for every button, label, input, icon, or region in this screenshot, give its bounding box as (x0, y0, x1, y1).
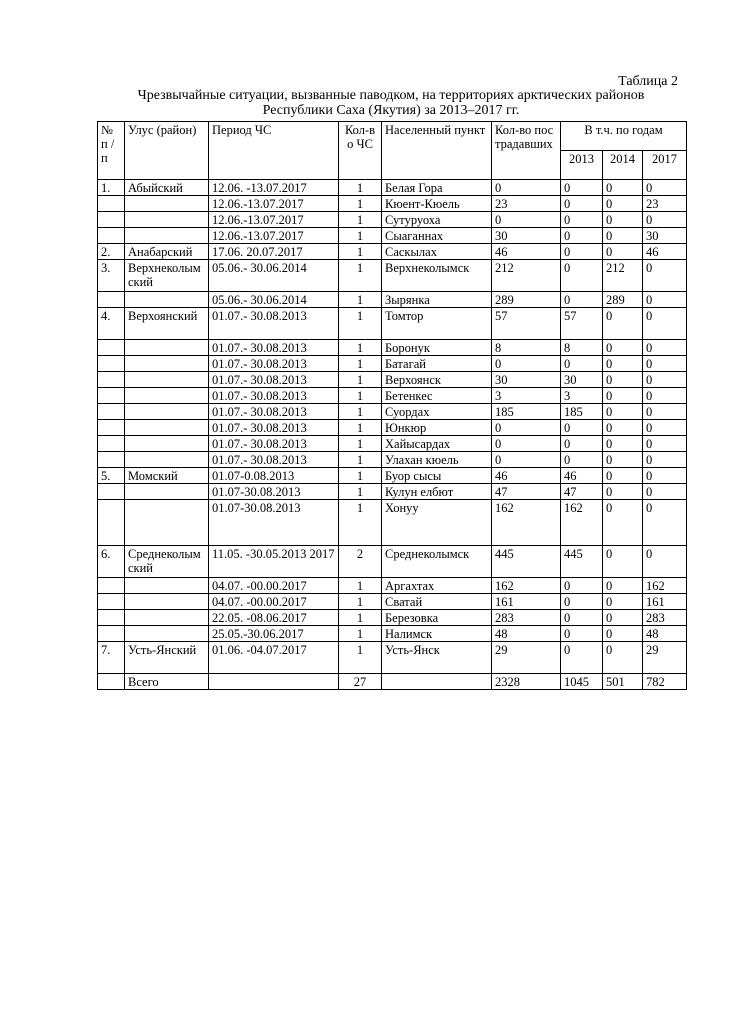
affected-cell: 30 (492, 228, 561, 244)
y2017-cell: 0 (643, 372, 687, 388)
num-cell (98, 484, 125, 500)
y2017-cell: 0 (643, 468, 687, 484)
count-cell: 1 (339, 436, 382, 452)
settlement-cell: Кулун елбют (382, 484, 492, 500)
y2014-cell: 0 (603, 420, 643, 436)
total-2013: 1045 (561, 674, 603, 690)
period-cell: 01.07.- 30.08.2013 (209, 404, 339, 420)
y2013-cell: 30 (561, 372, 603, 388)
period-cell: 01.07-30.08.2013 (209, 484, 339, 500)
y2014-cell: 0 (603, 436, 643, 452)
y2017-cell: 161 (643, 594, 687, 610)
period-cell: 01.07.- 30.08.2013 (209, 372, 339, 388)
y2013-cell: 0 (561, 180, 603, 196)
y2017-cell: 0 (643, 404, 687, 420)
ulus-cell: Усть-Янский (125, 642, 209, 674)
settlement-cell: Среднеколымск (382, 546, 492, 578)
settlement-cell: Томтор (382, 308, 492, 340)
y2013-cell: 0 (561, 228, 603, 244)
y2013-cell: 0 (561, 212, 603, 228)
affected-cell: 0 (492, 356, 561, 372)
table-row (98, 500, 687, 546)
num-cell (98, 340, 125, 356)
ulus-cell (125, 212, 209, 228)
table-row (98, 356, 687, 372)
y2014-cell: 0 (603, 228, 643, 244)
settlement-cell: Юнкюр (382, 420, 492, 436)
period-cell: 04.07. -00.00.2017 (209, 594, 339, 610)
num-cell: 3. (98, 260, 125, 292)
y2013-cell: 8 (561, 340, 603, 356)
y2014-cell: 289 (603, 292, 643, 308)
y2017-cell: 0 (643, 292, 687, 308)
num-cell (98, 610, 125, 626)
y2014-cell: 0 (603, 546, 643, 578)
period-cell: 01.07.- 30.08.2013 (209, 452, 339, 468)
period-cell: 01.07-30.08.2013 (209, 500, 339, 546)
y2017-cell: 0 (643, 260, 687, 292)
num-cell (98, 356, 125, 372)
table-row (98, 546, 687, 578)
y2013-cell: 46 (561, 468, 603, 484)
y2013-cell: 0 (561, 578, 603, 594)
table-row (98, 292, 687, 308)
affected-cell: 185 (492, 404, 561, 420)
count-cell: 1 (339, 452, 382, 468)
table-row (98, 228, 687, 244)
count-cell: 1 (339, 468, 382, 484)
ulus-cell (125, 610, 209, 626)
affected-cell: 162 (492, 500, 561, 546)
period-cell: 01.07.- 30.08.2013 (209, 356, 339, 372)
ulus-cell: Верхнеколымский (125, 260, 209, 292)
y2017-cell: 0 (643, 500, 687, 546)
settlement-cell: Хонуу (382, 500, 492, 546)
header-by-years: В т.ч. по годам (561, 122, 687, 151)
y2014-cell: 0 (603, 340, 643, 356)
ulus-cell (125, 626, 209, 642)
table-row (98, 626, 687, 642)
y2017-cell: 30 (643, 228, 687, 244)
num-cell: 1. (98, 180, 125, 196)
period-cell: 11.05. -30.05.2013 2017 (209, 546, 339, 578)
affected-cell: 30 (492, 372, 561, 388)
y2014-cell: 0 (603, 356, 643, 372)
ulus-cell (125, 484, 209, 500)
count-cell: 1 (339, 578, 382, 594)
ulus-cell: Момский (125, 468, 209, 484)
y2013-cell: 162 (561, 500, 603, 546)
table-row (98, 180, 687, 196)
period-cell: 17.06. 20.07.2017 (209, 244, 339, 260)
table-row (98, 372, 687, 388)
y2017-cell: 0 (643, 546, 687, 578)
table-row (98, 388, 687, 404)
header-ulus: Улус (район) (125, 122, 209, 180)
settlement-cell: Хайысардах (382, 436, 492, 452)
num-cell: 5. (98, 468, 125, 484)
table-row (98, 404, 687, 420)
num-cell (98, 594, 125, 610)
affected-cell: 0 (492, 436, 561, 452)
ulus-cell (125, 500, 209, 546)
y2013-cell: 3 (561, 388, 603, 404)
table-row (98, 436, 687, 452)
affected-cell: 212 (492, 260, 561, 292)
y2013-cell: 0 (561, 626, 603, 642)
settlement-cell: Саскылах (382, 244, 492, 260)
count-cell: 1 (339, 340, 382, 356)
table-row (98, 340, 687, 356)
y2017-cell: 0 (643, 212, 687, 228)
total-affected: 2328 (492, 674, 561, 690)
affected-cell: 23 (492, 196, 561, 212)
table-body (98, 180, 687, 674)
settlement-cell: Белая Гора (382, 180, 492, 196)
table-row (98, 484, 687, 500)
count-cell: 1 (339, 180, 382, 196)
affected-cell: 0 (492, 420, 561, 436)
table-row (98, 308, 687, 340)
affected-cell: 48 (492, 626, 561, 642)
table-row (98, 196, 687, 212)
ulus-cell (125, 578, 209, 594)
y2017-cell: 162 (643, 578, 687, 594)
floods-table (97, 121, 687, 690)
num-cell (98, 388, 125, 404)
table-header (98, 122, 687, 180)
header-affected: Кол-во пострадавших (492, 122, 561, 180)
affected-cell: 29 (492, 642, 561, 674)
ulus-cell (125, 340, 209, 356)
count-cell: 1 (339, 196, 382, 212)
settlement-cell: Буор сысы (382, 468, 492, 484)
count-cell: 1 (339, 642, 382, 674)
table-footer (98, 674, 687, 690)
y2013-cell: 0 (561, 642, 603, 674)
total-num-cell (98, 674, 125, 690)
affected-cell: 162 (492, 578, 561, 594)
ulus-cell (125, 356, 209, 372)
settlement-cell: Бетенкес (382, 388, 492, 404)
y2014-cell: 0 (603, 196, 643, 212)
y2017-cell: 29 (643, 642, 687, 674)
period-cell: 04.07. -00.00.2017 (209, 578, 339, 594)
count-cell: 1 (339, 404, 382, 420)
count-cell: 1 (339, 260, 382, 292)
num-cell (98, 452, 125, 468)
y2017-cell: 0 (643, 308, 687, 340)
period-cell: 12.06.-13.07.2017 (209, 228, 339, 244)
y2017-cell: 0 (643, 420, 687, 436)
settlement-cell: Сутуруоха (382, 212, 492, 228)
y2013-cell: 0 (561, 292, 603, 308)
count-cell: 1 (339, 388, 382, 404)
y2017-cell: 48 (643, 626, 687, 642)
num-cell: 7. (98, 642, 125, 674)
y2013-cell: 0 (561, 594, 603, 610)
ulus-cell (125, 372, 209, 388)
affected-cell: 46 (492, 468, 561, 484)
y2014-cell: 0 (603, 244, 643, 260)
count-cell: 2 (339, 546, 382, 578)
affected-cell: 161 (492, 594, 561, 610)
num-cell (98, 292, 125, 308)
settlement-cell: Боронук (382, 340, 492, 356)
ulus-cell (125, 594, 209, 610)
count-cell: 1 (339, 610, 382, 626)
y2014-cell: 0 (603, 404, 643, 420)
total-label: Всего (125, 674, 209, 690)
ulus-cell (125, 404, 209, 420)
y2017-cell: 283 (643, 610, 687, 626)
affected-cell: 0 (492, 180, 561, 196)
y2017-cell: 0 (643, 484, 687, 500)
num-cell (98, 212, 125, 228)
y2014-cell: 0 (603, 388, 643, 404)
table-row (98, 260, 687, 292)
period-cell: 25.05.-30.06.2017 (209, 626, 339, 642)
header-settlement: Населенный пункт (382, 122, 492, 180)
ulus-cell: Абыйский (125, 180, 209, 196)
affected-cell: 57 (492, 308, 561, 340)
y2014-cell: 0 (603, 594, 643, 610)
y2014-cell: 0 (603, 180, 643, 196)
header-period: Период ЧС (209, 122, 339, 180)
affected-cell: 289 (492, 292, 561, 308)
period-cell: 01.07-0.08.2013 (209, 468, 339, 484)
count-cell: 1 (339, 308, 382, 340)
ulus-cell (125, 228, 209, 244)
ulus-cell (125, 420, 209, 436)
count-cell: 1 (339, 212, 382, 228)
y2013-cell: 0 (561, 610, 603, 626)
y2014-cell: 0 (603, 626, 643, 642)
ulus-cell (125, 388, 209, 404)
y2017-cell: 0 (643, 180, 687, 196)
num-cell: 4. (98, 308, 125, 340)
y2013-cell: 0 (561, 420, 603, 436)
y2017-cell: 0 (643, 452, 687, 468)
y2013-cell: 47 (561, 484, 603, 500)
count-cell: 1 (339, 292, 382, 308)
settlement-cell: Аргахтах (382, 578, 492, 594)
y2014-cell: 0 (603, 610, 643, 626)
table-title (96, 88, 686, 118)
count-cell: 1 (339, 356, 382, 372)
settlement-cell: Суордах (382, 404, 492, 420)
y2017-cell: 0 (643, 356, 687, 372)
settlement-cell: Кюент-Кюель (382, 196, 492, 212)
y2014-cell: 0 (603, 468, 643, 484)
num-cell (98, 420, 125, 436)
num-cell (98, 626, 125, 642)
num-cell (98, 404, 125, 420)
y2014-cell: 0 (603, 372, 643, 388)
y2014-cell: 212 (603, 260, 643, 292)
period-cell: 22.05. -08.06.2017 (209, 610, 339, 626)
table-row (98, 594, 687, 610)
period-cell: 01.07.- 30.08.2013 (209, 340, 339, 356)
num-cell (98, 372, 125, 388)
period-cell: 12.06.-13.07.2017 (209, 196, 339, 212)
count-cell: 1 (339, 594, 382, 610)
period-cell: 01.06. -04.07.2017 (209, 642, 339, 674)
y2014-cell: 0 (603, 212, 643, 228)
ulus-cell: Среднеколымский (125, 546, 209, 578)
affected-cell: 283 (492, 610, 561, 626)
affected-cell: 8 (492, 340, 561, 356)
y2017-cell: 46 (643, 244, 687, 260)
header-num: № п / п (98, 122, 125, 180)
period-cell: 01.07.- 30.08.2013 (209, 436, 339, 452)
y2014-cell: 0 (603, 308, 643, 340)
y2014-cell: 0 (603, 642, 643, 674)
y2013-cell: 0 (561, 260, 603, 292)
table-row (98, 212, 687, 228)
total-2014: 501 (603, 674, 643, 690)
affected-cell: 47 (492, 484, 561, 500)
period-cell: 12.06.-13.07.2017 (209, 212, 339, 228)
y2014-cell: 0 (603, 484, 643, 500)
y2013-cell: 445 (561, 546, 603, 578)
num-cell: 6. (98, 546, 125, 578)
settlement-cell: Верхоянск (382, 372, 492, 388)
y2014-cell: 0 (603, 452, 643, 468)
settlement-cell: Улахан кюель (382, 452, 492, 468)
affected-cell: 0 (492, 212, 561, 228)
settlement-cell: Березовка (382, 610, 492, 626)
period-cell: 05.06.- 30.06.2014 (209, 260, 339, 292)
period-cell: 01.07.- 30.08.2013 (209, 388, 339, 404)
period-cell: 05.06.- 30.06.2014 (209, 292, 339, 308)
ulus-cell (125, 436, 209, 452)
count-cell: 1 (339, 500, 382, 546)
settlement-cell: Усть-Янск (382, 642, 492, 674)
header-2017: 2017 (643, 151, 687, 180)
table-label: Таблица 2 (618, 74, 678, 89)
affected-cell: 3 (492, 388, 561, 404)
ulus-cell: Анабарский (125, 244, 209, 260)
y2014-cell: 0 (603, 500, 643, 546)
total-settlement-cell (382, 674, 492, 690)
count-cell: 1 (339, 228, 382, 244)
num-cell (98, 500, 125, 546)
ulus-cell: Верхоянский (125, 308, 209, 340)
settlement-cell: Зырянка (382, 292, 492, 308)
y2013-cell: 0 (561, 196, 603, 212)
table-container (97, 121, 686, 690)
settlement-cell: Верхнеколымск (382, 260, 492, 292)
title-line-2: Республики Саха (Якутия) за 2013–2017 гг. (262, 103, 520, 118)
count-cell: 1 (339, 244, 382, 260)
settlement-cell: Сватай (382, 594, 492, 610)
total-period-cell (209, 674, 339, 690)
table-row (98, 452, 687, 468)
period-cell: 01.07.- 30.08.2013 (209, 308, 339, 340)
y2017-cell: 0 (643, 340, 687, 356)
affected-cell: 46 (492, 244, 561, 260)
y2013-cell: 0 (561, 356, 603, 372)
total-2017: 782 (643, 674, 687, 690)
count-cell: 1 (339, 372, 382, 388)
count-cell: 1 (339, 626, 382, 642)
y2017-cell: 0 (643, 436, 687, 452)
y2013-cell: 57 (561, 308, 603, 340)
affected-cell: 445 (492, 546, 561, 578)
total-row (98, 674, 687, 690)
num-cell (98, 196, 125, 212)
period-cell: 01.07.- 30.08.2013 (209, 420, 339, 436)
ulus-cell (125, 196, 209, 212)
y2017-cell: 0 (643, 388, 687, 404)
num-cell: 2. (98, 244, 125, 260)
affected-cell: 0 (492, 452, 561, 468)
y2014-cell: 0 (603, 578, 643, 594)
table-row (98, 642, 687, 674)
table-row (98, 244, 687, 260)
table-row (98, 468, 687, 484)
num-cell (98, 228, 125, 244)
y2017-cell: 23 (643, 196, 687, 212)
count-cell: 1 (339, 484, 382, 500)
count-cell: 1 (339, 420, 382, 436)
y2013-cell: 185 (561, 404, 603, 420)
settlement-cell: Сыаганнах (382, 228, 492, 244)
total-count: 27 (339, 674, 382, 690)
period-cell: 12.06. -13.07.2017 (209, 180, 339, 196)
num-cell (98, 436, 125, 452)
header-2014: 2014 (603, 151, 643, 180)
y2013-cell: 0 (561, 436, 603, 452)
settlement-cell: Батагай (382, 356, 492, 372)
ulus-cell (125, 292, 209, 308)
ulus-cell (125, 452, 209, 468)
table-row (98, 420, 687, 436)
header-2013: 2013 (561, 151, 603, 180)
y2013-cell: 0 (561, 244, 603, 260)
y2013-cell: 0 (561, 452, 603, 468)
num-cell (98, 578, 125, 594)
table-row (98, 610, 687, 626)
title-line-1: Чрезвычайные ситуации, вызванные паводком, на территориях арктических районов (137, 88, 645, 103)
header-count: Кол-во ЧС (339, 122, 382, 180)
table-row (98, 578, 687, 594)
settlement-cell: Налимск (382, 626, 492, 642)
